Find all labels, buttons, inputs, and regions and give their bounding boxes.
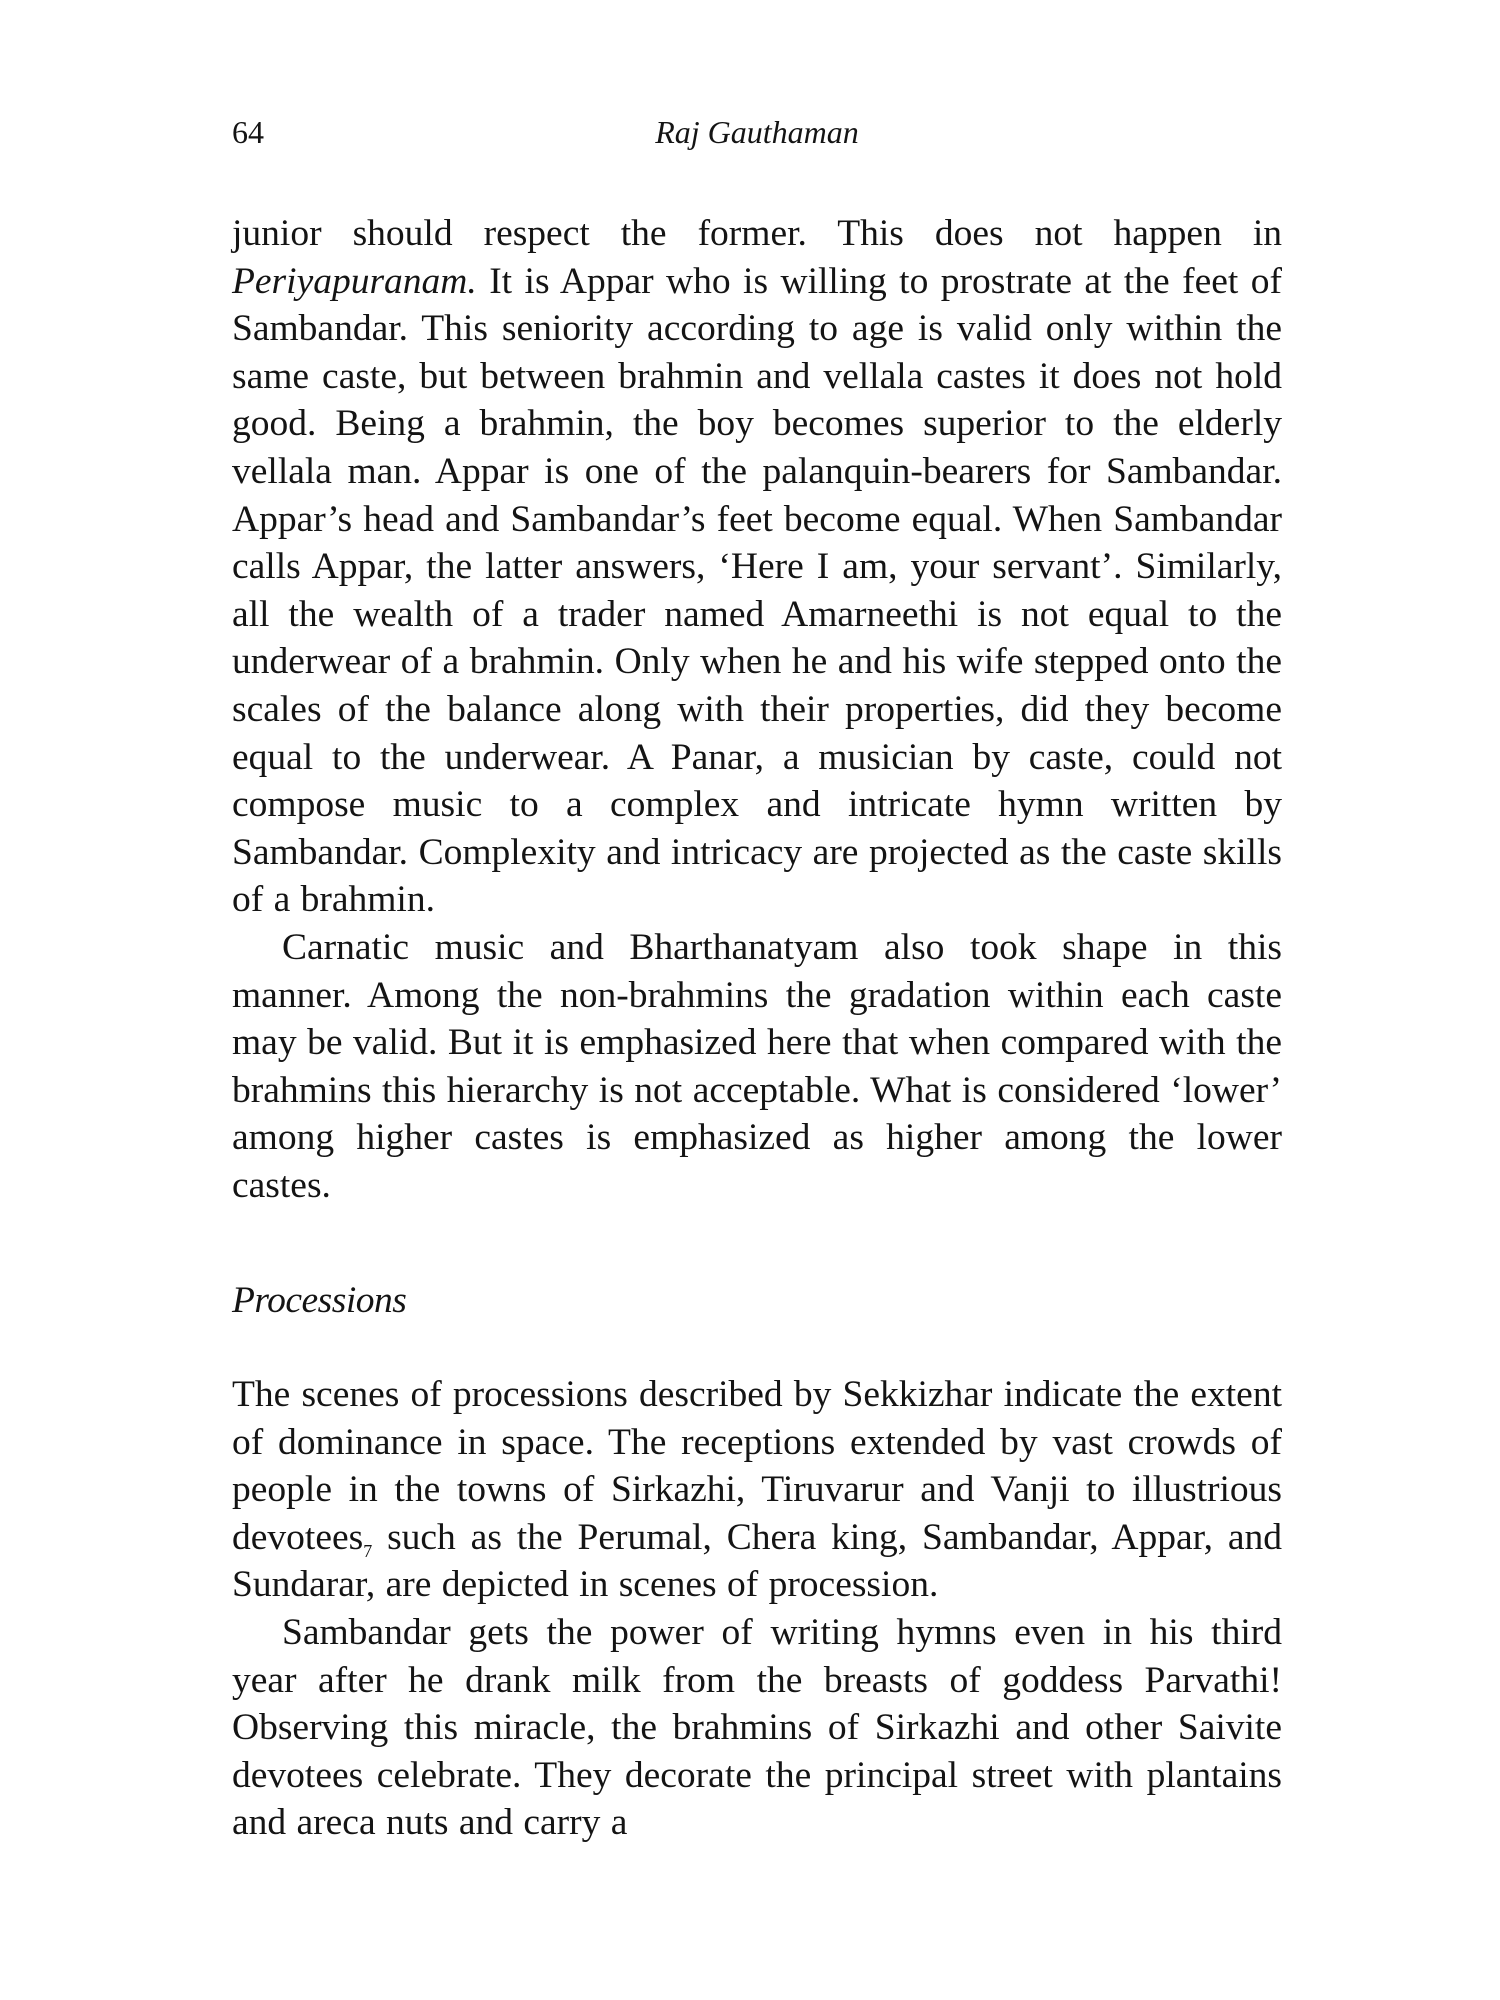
paragraph-3-text-start: The scenes of processions described by Sekkizhar indicate the extent of dominance in space. The receptions extended by vast crowds of people in the towns of Sirkazhi, Tiruvarur and Vanji to illustrious devotees [232,1374,1282,1558]
author-name: Raj Gauthaman [655,114,859,150]
running-head [232,112,1282,152]
paragraph-1-text-end: It is Appar who is willing to prostrate at the feet of Sambandar. This seniority according to age is valid only within the same caste, but between brahmin and vellala castes it does not hold good. Being a brahmin, the boy becomes superior to the elderly vellala man. Appar is one of the palanquin-bearers for Sambandar. Appar’s head and Sambandar’s feet become equal. When Sambandar calls Appar, the latter answers, ‘Here I am, your servant’. Similarly, all the wealth of a trader named Amarneethi is not equal to the underwear of a brahmin. Only when he and his wife stepped onto the scales of the balance along with their properties, did they become equal to the underwear. A Panar, a musician by caste, could not compose music to a complex and intricate hymn written by Sambandar. Complexity and intricacy are projected as the caste skills of a brahmin. [232,260,1282,921]
footnote-marker: 7 [363,1540,373,1561]
section-heading-processions: Processions [232,1280,407,1322]
paragraph-4: Sambandar gets the power of writing hymns even in his third year after he drank milk from the breasts of goddess Parvathi! Observing this miracle, the brahmins of Sirkazhi and other Saivite devotees celebrate. They decorate the principal street with plantains and areca nuts and carry a [232,1612,1282,1844]
paragraph-1 [232,210,1282,924]
paragraph-3 [232,1371,1282,1609]
page-number: 64 [232,114,264,150]
body-text [232,210,1282,1847]
paragraph-1-text-start: junior should respect the former. This does not happen in [232,213,1282,254]
paragraph-3-text-end: such as the Perumal, Chera king, Sambandar, Appar, and Sundarar, are depicted in scenes of procession. [232,1516,1282,1606]
book-title-periyapuranam: Periyapuranam. [232,260,477,302]
paragraph-2: Carnatic music and Bharthanatyam also took shape in this manner. Among the non-brahmins the gradation within each caste may be valid. But it is emphasized here that when compared with the brahmins this hierarchy is not acceptable. What is considered ‘lower’ among higher castes is emphasized as higher among the lower castes. [232,926,1282,1206]
